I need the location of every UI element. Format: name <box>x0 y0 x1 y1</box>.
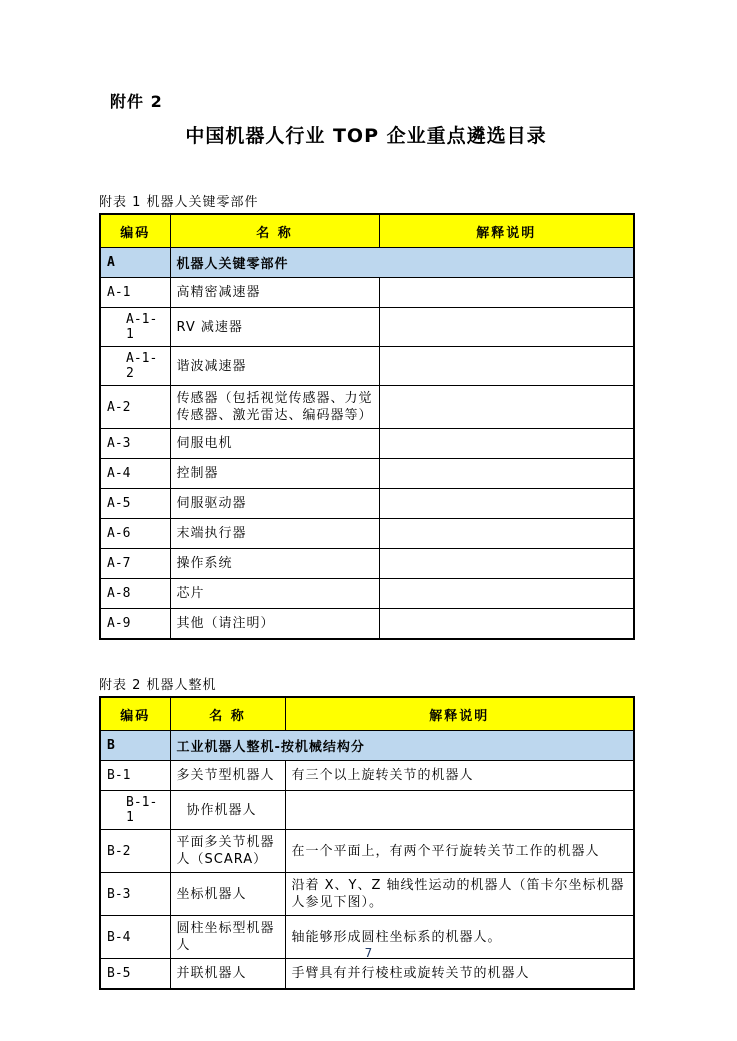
table1-section-row <box>100 248 634 278</box>
table1-row-A-3 <box>100 429 634 459</box>
table1-row-A-5 <box>100 489 634 519</box>
row-desc-cell <box>379 459 634 489</box>
row-desc-cell <box>379 386 634 429</box>
row-desc-cell <box>379 308 634 347</box>
table1-section-code-cell: A <box>100 248 170 278</box>
row-desc-cell <box>379 278 634 308</box>
row-code-cell: B-1-1 <box>100 791 170 830</box>
page-number: 7 <box>364 946 373 960</box>
table2-header-desc: 解释说明 <box>285 697 634 731</box>
row-name-cell: 操作系统 <box>170 549 379 579</box>
row-name-cell: 协作机器人 <box>170 791 285 830</box>
row-name-cell: 圆柱坐标型机器人 <box>170 916 285 959</box>
row-code-cell: A-1-2 <box>100 347 170 386</box>
row-desc-cell <box>379 519 634 549</box>
row-desc-cell: 手臂具有并行棱柱或旋转关节的机器人 <box>285 959 634 990</box>
row-desc-cell <box>379 429 634 459</box>
table2-row-B-3 <box>100 873 634 916</box>
row-desc-cell: 沿着 X、Y、Z 轴线性运动的机器人（笛卡尔坐标机器人参见下图）。 <box>285 873 634 916</box>
row-name-cell: 其他（请注明） <box>170 609 379 640</box>
row-desc-cell <box>285 791 634 830</box>
row-desc-cell <box>379 489 634 519</box>
table2-row-B-1-1 <box>100 791 634 830</box>
row-code-cell: A-5 <box>100 489 170 519</box>
row-code-cell: A-3 <box>100 429 170 459</box>
row-code-cell: A-4 <box>100 459 170 489</box>
row-name-cell: 高精密减速器 <box>170 278 379 308</box>
row-code-cell: A-1-1 <box>100 308 170 347</box>
table2-section-name-cell: 工业机器人整机-按机械结构分 <box>170 731 634 761</box>
table2-row-B-2 <box>100 830 634 873</box>
table1-header-row <box>100 214 634 248</box>
table2-header-name: 名 称 <box>170 697 285 731</box>
table1-header-name: 名 称 <box>170 214 379 248</box>
document-title: 中国机器人行业 TOP 企业重点遴选目录 <box>185 125 547 147</box>
row-name-cell: 末端执行器 <box>170 519 379 549</box>
table2-header-code: 编码 <box>100 697 170 731</box>
row-code-cell: B-5 <box>100 959 170 990</box>
row-code-cell: A-2 <box>100 386 170 429</box>
row-name-cell: 控制器 <box>170 459 379 489</box>
row-name-cell: 平面多关节机器人（SCARA） <box>170 830 285 873</box>
row-code-cell: A-9 <box>100 609 170 640</box>
row-name-cell: 芯片 <box>170 579 379 609</box>
row-desc-cell <box>379 609 634 640</box>
table1-section-name-cell: 机器人关键零部件 <box>170 248 634 278</box>
row-name-cell: 并联机器人 <box>170 959 285 990</box>
row-name-cell: 传感器（包括视觉传感器、力觉传感器、激光雷达、编码器等） <box>170 386 379 429</box>
table1-row-A-4 <box>100 459 634 489</box>
table2-caption: 附表 2 机器人整机 <box>99 678 217 693</box>
row-desc-cell: 在一个平面上，有两个平行旋转关节工作的机器人 <box>285 830 634 873</box>
table2-section-code-cell: B <box>100 731 170 761</box>
table1-header-code: 编码 <box>100 214 170 248</box>
table1-row-A-7 <box>100 549 634 579</box>
row-name-cell: 坐标机器人 <box>170 873 285 916</box>
row-code-cell: A-6 <box>100 519 170 549</box>
row-desc-cell: 有三个以上旋转关节的机器人 <box>285 761 634 791</box>
row-code-cell: B-3 <box>100 873 170 916</box>
table1-row-A-8 <box>100 579 634 609</box>
table2-row-B-5 <box>100 959 634 990</box>
table1-key-components <box>99 213 635 640</box>
row-name-cell: 谐波减速器 <box>170 347 379 386</box>
row-code-cell: A-1 <box>100 278 170 308</box>
row-desc-cell <box>379 347 634 386</box>
document-content <box>99 0 633 990</box>
table1-header-desc: 解释说明 <box>379 214 634 248</box>
table1-caption: 附表 1 机器人关键零部件 <box>99 195 259 210</box>
row-code-cell: B-2 <box>100 830 170 873</box>
row-code-cell: B-4 <box>100 916 170 959</box>
row-name-cell: 伺服电机 <box>170 429 379 459</box>
table2-row-B-1 <box>100 761 634 791</box>
table1-row-A-1-1 <box>100 308 634 347</box>
attachment-label: 附件 2 <box>110 92 163 111</box>
row-code-cell: A-7 <box>100 549 170 579</box>
row-desc-cell <box>379 579 634 609</box>
row-code-cell: A-8 <box>100 579 170 609</box>
table1-row-A-1 <box>100 278 634 308</box>
table1-row-A-6 <box>100 519 634 549</box>
table2-section-row <box>100 731 634 761</box>
row-name-cell: 多关节型机器人 <box>170 761 285 791</box>
row-desc-cell: 轴能够形成圆柱坐标系的机器人。 <box>285 916 634 959</box>
row-code-cell: B-1 <box>100 761 170 791</box>
row-name-cell: 伺服驱动器 <box>170 489 379 519</box>
table1-row-A-1-2 <box>100 347 634 386</box>
row-name-cell: RV 减速器 <box>170 308 379 347</box>
table2-header-row <box>100 697 634 731</box>
row-desc-cell <box>379 549 634 579</box>
table1-row-A-9 <box>100 609 634 640</box>
table1-row-A-2 <box>100 386 634 429</box>
